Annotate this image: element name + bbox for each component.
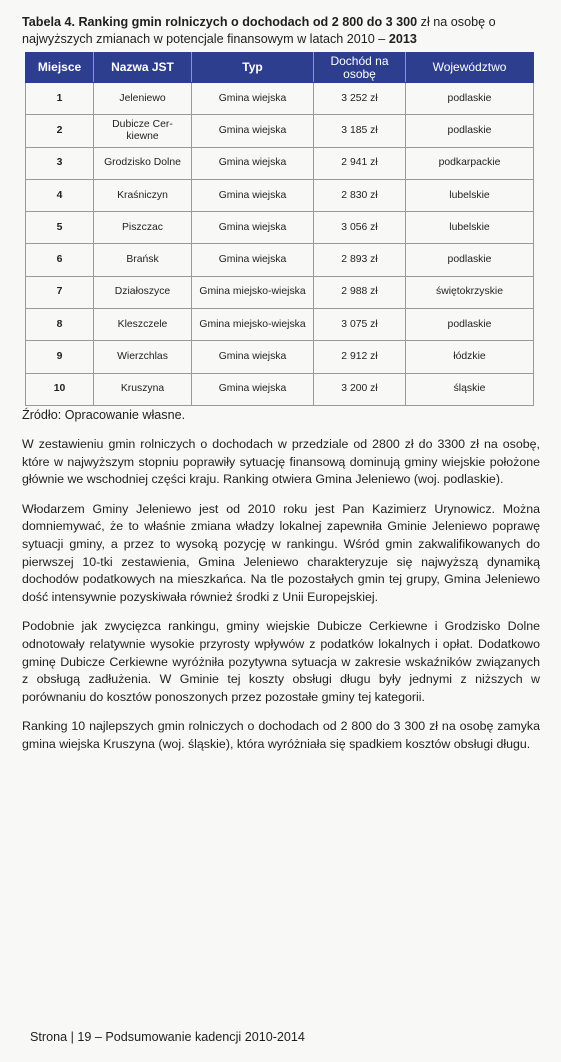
header-dochod: Dochód na osobę	[314, 53, 406, 83]
paragraph-3: Podobnie jak zwycięzca rankingu, gminy wiejskie Dubicze Cerkiewne i Grodzisko Dolne odnotowały relatywnie wysokie przyrosty wpływów z podatków lokalnych i opłat. Dodatkowo gminę Dubicze Cerkiewne wyróżniła pozytywna sytuacja w zakresie wskaźników związanych z obsługą zadłużenia. W Gminie tej koszty obsługi długu były jednymi z niższych w porównaniu do kosztów ponoszonych przez pozostałe gminy tej kategorii.	[22, 619, 540, 704]
cell-typ: Gmina miejsko-wiejska	[192, 276, 314, 308]
cell-miejsce: 6	[26, 244, 94, 276]
table-header-row	[26, 53, 534, 83]
cell-wojewodztwo: podkarpackie	[406, 147, 534, 179]
table-row	[26, 341, 534, 373]
cell-miejsce: 5	[26, 212, 94, 244]
cell-nazwa-jst: Kraśniczyn	[94, 179, 192, 211]
cell-typ: Gmina wiejska	[192, 212, 314, 244]
cell-typ: Gmina wiejska	[192, 341, 314, 373]
table-row	[26, 373, 534, 405]
cell-miejsce: 4	[26, 179, 94, 211]
ranking-table	[25, 52, 534, 406]
cell-nazwa-jst: Wierzchlas	[94, 341, 192, 373]
cell-wojewodztwo: łódzkie	[406, 341, 534, 373]
cell-nazwa-jst: Piszczac	[94, 212, 192, 244]
header-typ: Typ	[192, 53, 314, 83]
cell-dochod: 3 185 zł	[314, 115, 406, 147]
cell-dochod: 2 941 zł	[314, 147, 406, 179]
caption-year: 2013	[388, 32, 417, 46]
cell-dochod: 2 893 zł	[314, 244, 406, 276]
cell-dochod: 3 075 zł	[314, 309, 406, 341]
cell-wojewodztwo: podlaskie	[406, 115, 534, 147]
cell-nazwa-jst: Kruszyna	[94, 373, 192, 405]
cell-nazwa-jst: Kleszczele	[94, 309, 192, 341]
cell-typ: Gmina wiejska	[192, 147, 314, 179]
cell-typ: Gmina wiejska	[192, 115, 314, 147]
table-row	[26, 83, 534, 115]
paragraph-2: Włodarzem Gminy Jeleniewo jest od 2010 roku jest Pan Kazimierz Urynowicz. Można domniemywać, że to właśnie zmiana władzy lokalnej zapewniła Gminie Jeleniewo poprawę sytuacji gminy, a przez to wysoką pozycję w rankingu. Wśród gmin zakwalifikowanych do pierwszej 10-tki zestawienia, Gmina Jeleniewo charakteryzuje się najwyższą dynamiką dochodów podatkowych na mieszkańca. Na tle pozostałych gmin tej grupy, Gmina Jeleniewo dość intensywnie pozyskiwała również środki z Unii Europejskiej.	[22, 501, 540, 604]
cell-miejsce: 10	[26, 373, 94, 405]
cell-dochod: 2 830 zł	[314, 179, 406, 211]
cell-wojewodztwo: śląskie	[406, 373, 534, 405]
cell-typ: Gmina wiejska	[192, 244, 314, 276]
header-nazwa-jst: Nazwa JST	[94, 53, 192, 83]
table-row	[26, 147, 534, 179]
table-source: Źródło: Opracowanie własne.	[22, 407, 186, 422]
caption-label: Tabela 4. Ranking gmin rolniczych o dochodach od 2 800 do 3 300	[22, 15, 418, 29]
caption-text: zł na osobę o najwyższych zmianach w potencjale finansowym w latach 2010 –	[22, 15, 496, 46]
cell-miejsce: 2	[26, 115, 94, 147]
paragraph-4: Ranking 10 najlepszych gmin rolniczych o dochodach od 2 800 do 3 300 zł na osobę zamyka gmina wiejska Kruszyna (woj. śląskie), która wyróżniała się spadkiem kosztów obsługi długu.	[22, 719, 540, 751]
document-page	[22, 14, 540, 765]
cell-dochod: 2 988 zł	[314, 276, 406, 308]
cell-typ: Gmina miejsko-wiejska	[192, 309, 314, 341]
header-wojewodztwo: Województwo	[406, 53, 534, 83]
cell-dochod: 3 056 zł	[314, 212, 406, 244]
table-row	[26, 309, 534, 341]
page-footer: Strona | 19 – Podsumowanie kadencji 2010-2014	[30, 1030, 305, 1044]
cell-wojewodztwo: podlaskie	[406, 309, 534, 341]
table-row	[26, 179, 534, 211]
cell-dochod: 3 252 zł	[314, 83, 406, 115]
table-row	[26, 244, 534, 276]
table-body	[26, 83, 534, 406]
cell-wojewodztwo: świętokrzyskie	[406, 276, 534, 308]
table-caption	[22, 14, 540, 48]
cell-typ: Gmina wiejska	[192, 179, 314, 211]
table-row	[26, 115, 534, 147]
cell-wojewodztwo: podlaskie	[406, 244, 534, 276]
cell-nazwa-jst: Grodzisko Dolne	[94, 147, 192, 179]
cell-typ: Gmina wiejska	[192, 373, 314, 405]
cell-typ: Gmina wiejska	[192, 83, 314, 115]
cell-nazwa-jst: Działoszyce	[94, 276, 192, 308]
table-row	[26, 276, 534, 308]
cell-nazwa-jst: Brańsk	[94, 244, 192, 276]
table-row	[26, 212, 534, 244]
cell-wojewodztwo: lubelskie	[406, 212, 534, 244]
header-miejsce: Miejsce	[26, 53, 94, 83]
cell-dochod: 3 200 zł	[314, 373, 406, 405]
cell-miejsce: 7	[26, 276, 94, 308]
cell-wojewodztwo: lubelskie	[406, 179, 534, 211]
cell-dochod: 2 912 zł	[314, 341, 406, 373]
cell-miejsce: 8	[26, 309, 94, 341]
cell-nazwa-jst: Dubicze Cer-kiewne	[94, 115, 192, 147]
cell-miejsce: 9	[26, 341, 94, 373]
cell-miejsce: 1	[26, 83, 94, 115]
cell-nazwa-jst: Jeleniewo	[94, 83, 192, 115]
cell-wojewodztwo: podlaskie	[406, 83, 534, 115]
paragraph-1: W zestawieniu gmin rolniczych o dochodach w przedziale od 2800 zł do 3300 zł na osobę, które w najwyższym stopniu poprawiły sytuację finansową dominują gminy wiejskie położone głównie we wschodniej części kraju. Ranking otwiera Gmina Jeleniewo (woj. podlaskie).	[22, 436, 540, 487]
cell-miejsce: 3	[26, 147, 94, 179]
